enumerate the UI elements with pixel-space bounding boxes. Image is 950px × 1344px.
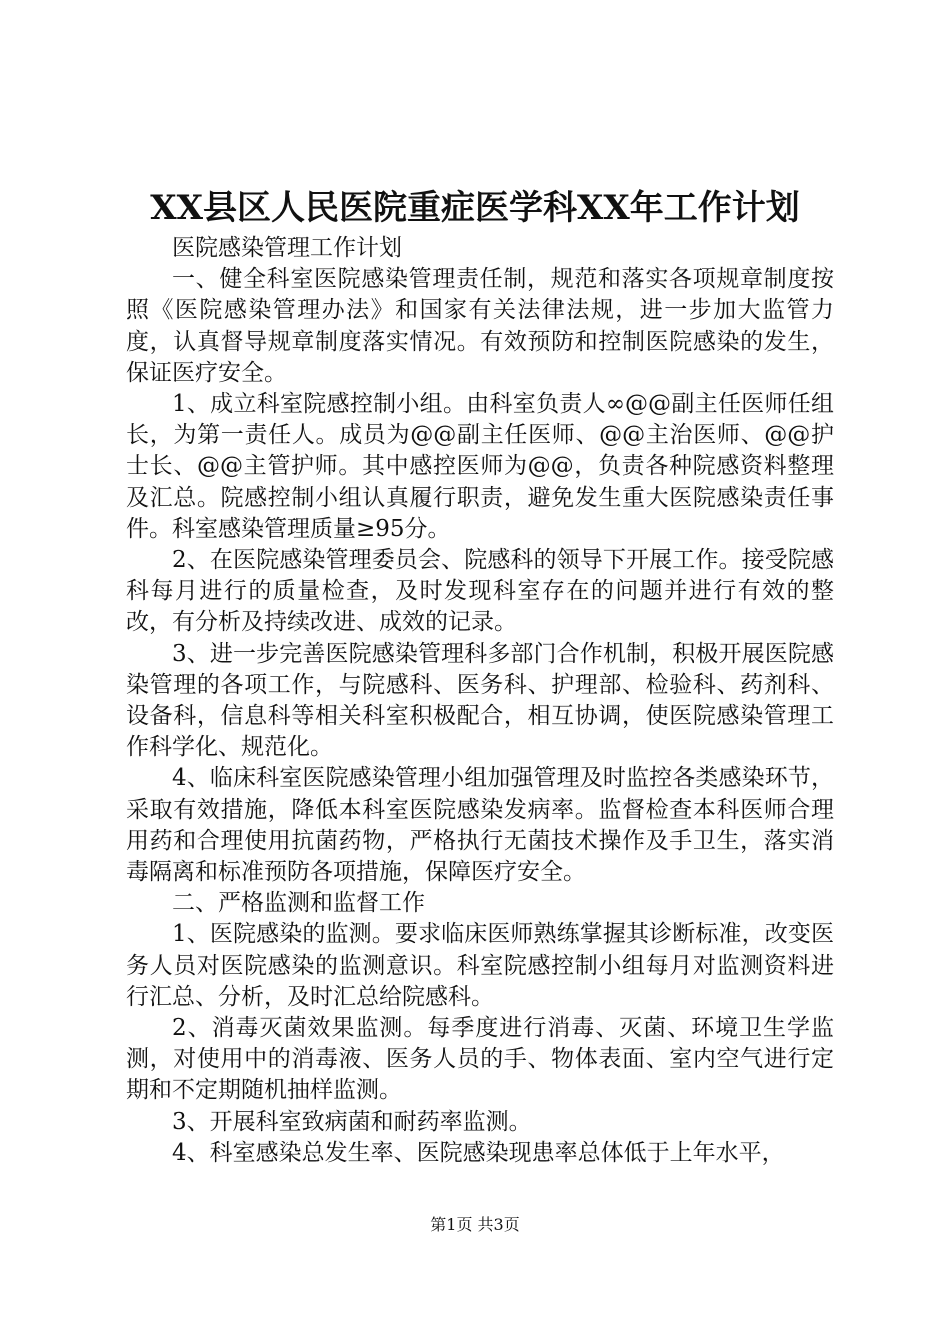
- paragraph: 3、开展科室致病菌和耐药率监测。: [172, 1108, 532, 1135]
- document-body: [126, 233, 834, 1169]
- paragraph: 一、健全科室医院感染管理责任制，规范和落实各项规章制度按照《医院感染管理办法》和国家有关法律法规，进一步加大监管力度，认真督导规章制度落实情况。有效预防和控制医院感染的发生，保证医疗安全。: [126, 266, 834, 386]
- document-title: XX县区人民医院重症医学科XX年工作计划: [150, 188, 800, 228]
- paragraph: 2、在医院感染管理委员会、院感科的领导下开展工作。接受院感科每月进行的质量检查，及时发现科室存在的问题并进行有效的整改，有分析及持续改进、成效的记录。: [126, 547, 834, 636]
- paragraph: 2、消毒灭菌效果监测。每季度进行消毒、灭菌、环境卫生学监测，对使用中的消毒液、医务人员的手、物体表面、室内空气进行定期和不定期随机抽样监测。: [126, 1015, 834, 1104]
- paragraph: 3、进一步完善医院感染管理科多部门合作机制，积极开展医院感染管理的各项工作，与院感科、医务科、护理部、检验科、药剂科、设备科，信息科等相关科室积极配合，相互协调，使医院感染管理工作科学化、规范化。: [126, 640, 834, 761]
- paragraph: 1、医院感染的监测。要求临床医师熟练掌握其诊断标准，改变医务人员对医院感染的监测意识。科室院感控制小组每月对监测资料进行汇总、分析，及时汇总给院感科。: [126, 921, 834, 1010]
- section-heading: 二、严格监测和监督工作: [172, 890, 425, 917]
- paragraph: 4、临床科室医院感染管理小组加强管理及时监控各类感染环节，采取有效措施，降低本科室医院感染发病率。监督检查本科医师合理用药和合理使用抗菌药物，严格执行无菌技术操作及手卫生，落实消毒隔离和标准预防各项措施，保障医疗安全。: [126, 765, 834, 886]
- paragraph: 4、科室感染总发生率、医院感染现患率总体低于上年水平，: [172, 1139, 785, 1166]
- page-footer: 第1页 共3页: [430, 1215, 520, 1234]
- paragraph: 1、成立科室院感控制小组。由科室负责人∞@@副主任医师任组长，为第一责任人。成员为@@副主任医师、@@主治医师、@@护士长、@@主管护师。其中感控医师为@@，负责各种院感资料整理及汇总。院感控制小组认真履行职责，避免发生重大医院感染责任事件。科室感染管理质量≥95分。: [126, 391, 834, 542]
- section-heading: 医院感染管理工作计划: [172, 235, 402, 261]
